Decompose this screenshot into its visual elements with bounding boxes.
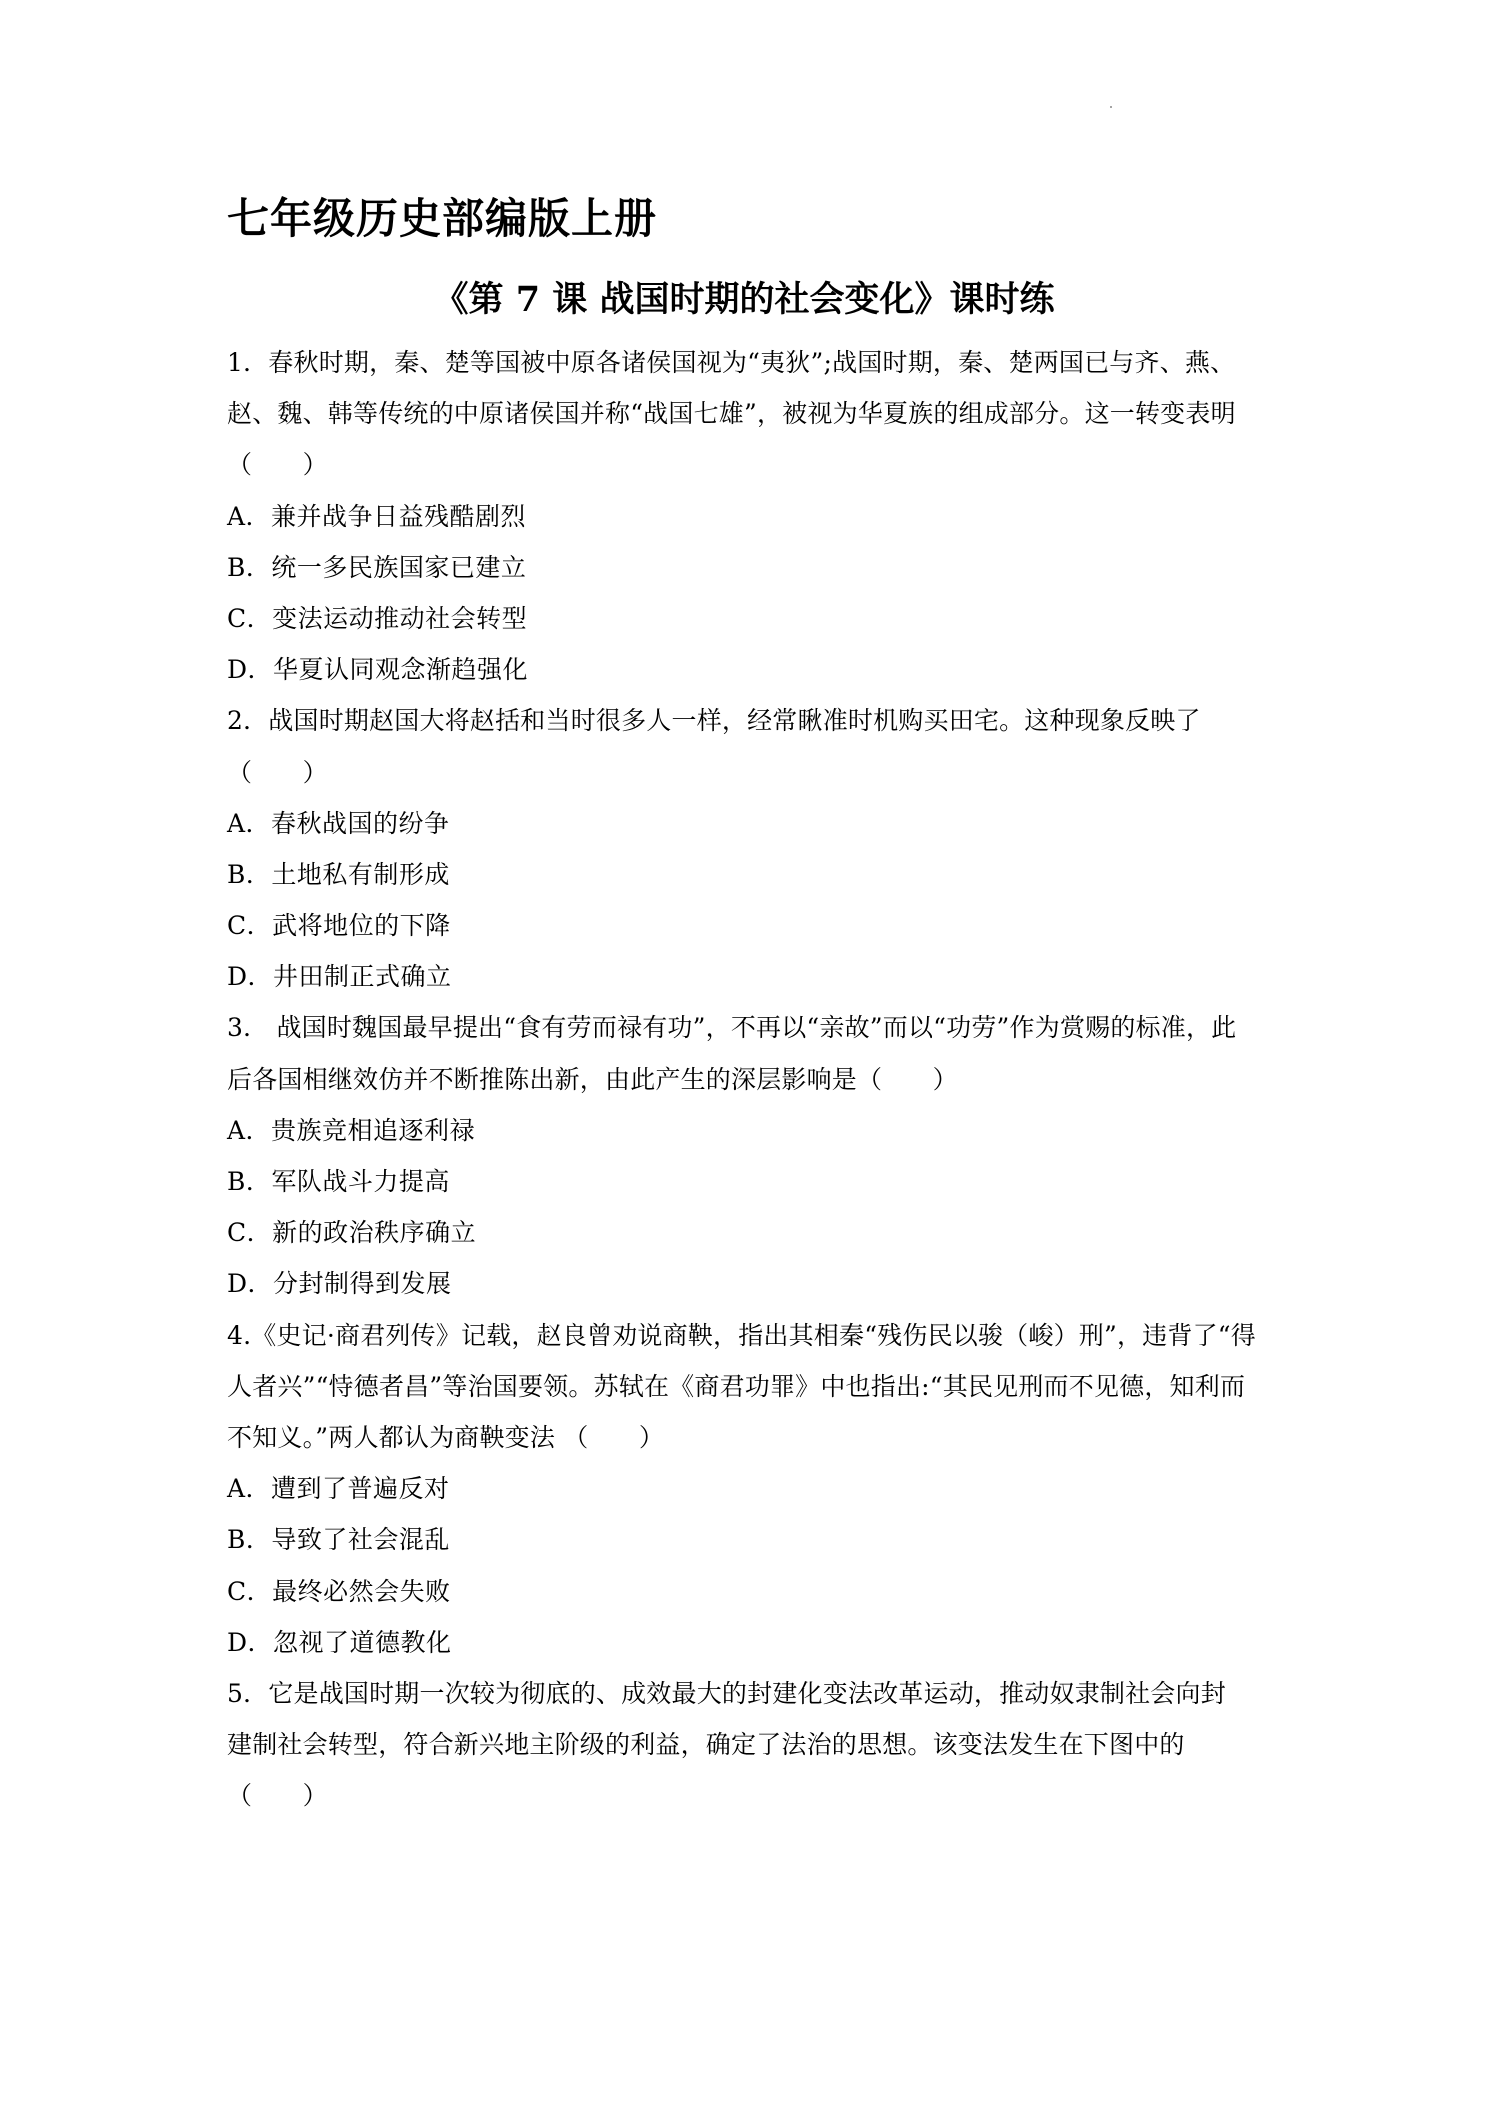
question-2-option-d: D．井田制正式确立 [227, 962, 452, 992]
question-4-option-d: D．忽视了道德教化 [227, 1627, 452, 1657]
question-4-option-a: A．遭到了普遍反对 [227, 1474, 450, 1504]
question-3-option-d: D．分封制得到发展 [227, 1269, 452, 1299]
lesson-title: 《第 7 课 战国时期的社会变化》课时练 [433, 279, 1055, 320]
question-4-line-3: 不知义。”两人都认为商鞅变法 （ ） [227, 1422, 665, 1452]
question-2-line-2: （ ） [227, 757, 328, 787]
question-2-line-1: 2．战国时期赵国大将赵括和当时很多人一样，经常瞅准时机购买田宅。这种现象反映了 [227, 706, 1201, 736]
question-2-option-a: A．春秋战国的纷争 [227, 808, 450, 838]
question-4-line-2: 人者兴”“恃德者昌”等治国要领。苏轼在《商君功罪》中也指出:“其民见刑而不见德，知利而 [227, 1371, 1246, 1401]
question-3-option-b: B．军队战斗力提高 [227, 1167, 450, 1196]
question-5-line-3: （ ） [227, 1781, 328, 1811]
question-3-line-2: 后各国相继效仿并不断推陈出新，由此产生的深层影响是（ ） [227, 1064, 958, 1094]
question-list [227, 337, 1272, 1821]
question-1-option-a: A．兼并战争日益残酷剧烈 [227, 501, 527, 531]
question-1-line-2: 赵、魏、韩等传统的中原诸侯国并称“战国七雄”，被视为华夏族的组成部分。这一转变表明 [227, 399, 1236, 429]
question-1-line-1: 1．春秋时期，秦、楚等国被中原各诸侯国视为“夷狄”;战国时期，秦、楚两国已与齐、燕、 [227, 348, 1236, 377]
question-4-option-b: B．导致了社会混乱 [227, 1525, 450, 1555]
question-1-option-c: C．变法运动推动社会转型 [227, 603, 528, 633]
question-5 [227, 1668, 1272, 1822]
question-1-option-b: B．统一多民族国家已建立 [227, 552, 527, 582]
question-2-option-b: B．土地私有制形成 [227, 859, 450, 889]
question-1-option-d: D．华夏认同观念渐趋强化 [227, 655, 529, 685]
question-2 [227, 695, 1272, 1002]
question-4-option-c: C．最终必然会失败 [227, 1576, 451, 1606]
document-title: 七年级历史部编版上册 [227, 194, 658, 243]
question-3-option-c: C．新的政治秩序确立 [227, 1218, 477, 1248]
question-4-line-1: 4.《史记·商君列传》记载，赵良曾劝说商鞅，指出其相秦“残伤民以骏（峻）刑”，违背了“得 [227, 1320, 1256, 1350]
question-4 [227, 1310, 1272, 1668]
question-1 [227, 337, 1272, 695]
question-3-line-1: 3． 战国时魏国最早提出“食有劳而禄有功”，不再以“亲故”而以“功劳”作为赏赐的标准，此 [227, 1013, 1237, 1043]
question-3-option-a: A．贵族竞相追逐利禄 [227, 1115, 476, 1145]
question-3 [227, 1002, 1272, 1309]
scan-dot [1110, 106, 1112, 108]
question-2-option-c: C．武将地位的下降 [227, 911, 451, 941]
question-5-line-1: 5．它是战国时期一次较为彻底的、成效最大的封建化变法改革运动，推动奴隶制社会向封 [227, 1678, 1226, 1708]
question-5-line-2: 建制社会转型，符合新兴地主阶级的利益，确定了法治的思想。该变法发生在下图中的 [227, 1730, 1185, 1760]
question-1-line-3: （ ） [227, 450, 328, 480]
